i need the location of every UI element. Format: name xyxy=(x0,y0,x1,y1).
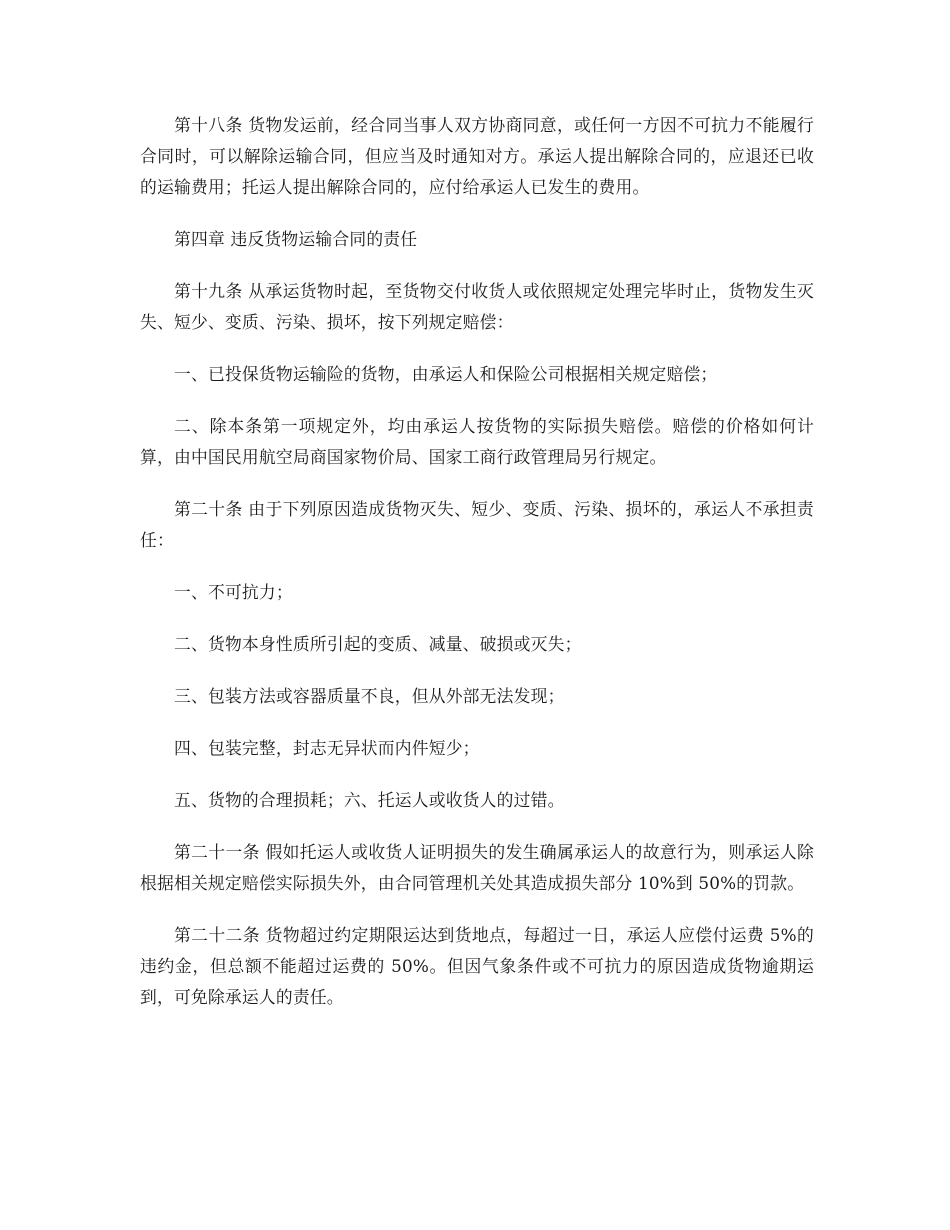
article-19-paragraph: 第十九条 从承运货物时起，至货物交付收货人或依照规定处理完毕时止，货物发生灭失、短少、变质、污染、损坏，按下列规定赔偿： xyxy=(140,281,814,332)
article-20-item-3: 三、包装方法或容器质量不良，但从外部无法发现； xyxy=(174,686,565,706)
article-19-item-2: 二、除本条第一项规定外，均由承运人按货物的实际损失赔偿。赔偿的价格如何计算，由中国民用航空局商国家物价局、国家工商行政管理局另行规定。 xyxy=(140,416,814,467)
article-21-paragraph: 第二十一条 假如托运人或收货人证明损失的发生确属承运人的故意行为，则承运人除根据相关规定赔偿实际损失外，由合同管理机关处其造成损失部分 10%到 50%的罚款。 xyxy=(140,842,814,893)
document-page xyxy=(140,110,814,1034)
article-20-item-4: 四、包装完整，封志无异状而内件短少； xyxy=(174,738,480,758)
article-20-item-2: 二、货物本身性质所引起的变质、减量、破损或灭失； xyxy=(174,634,582,654)
article-19-item-1: 一、已投保货物运输险的货物，由承运人和保险公司根据相关规定赔偿； xyxy=(174,364,718,384)
article-18-paragraph: 第十八条 货物发运前，经合同当事人双方协商同意，或任何一方因不可抗力不能履行合同时，可以解除运输合同，但应当及时通知对方。承运人提出解除合同的，应退还已收的运输费用；托运人提出解除合同的，应付给承运人已发生的费用。 xyxy=(140,115,814,197)
article-20-item-5-6: 五、货物的合理损耗；六、托运人或收货人的过错。 xyxy=(174,790,565,810)
article-20-paragraph: 第二十条 由于下列原因造成货物灭失、短少、变质、污染、损坏的，承运人不承担责任： xyxy=(140,499,814,550)
chapter-4-heading: 第四章 违反货物运输合同的责任 xyxy=(174,229,418,249)
article-22-paragraph: 第二十二条 货物超过约定期限运达到货地点，每超过一日，承运人应偿付运费 5%的违约金，但总额不能超过运费的 50%。但因气象条件或不可抗力的原因造成货物逾期运到，可免除承运人的责任。 xyxy=(140,925,814,1007)
article-20-item-1: 一、不可抗力； xyxy=(174,582,293,602)
